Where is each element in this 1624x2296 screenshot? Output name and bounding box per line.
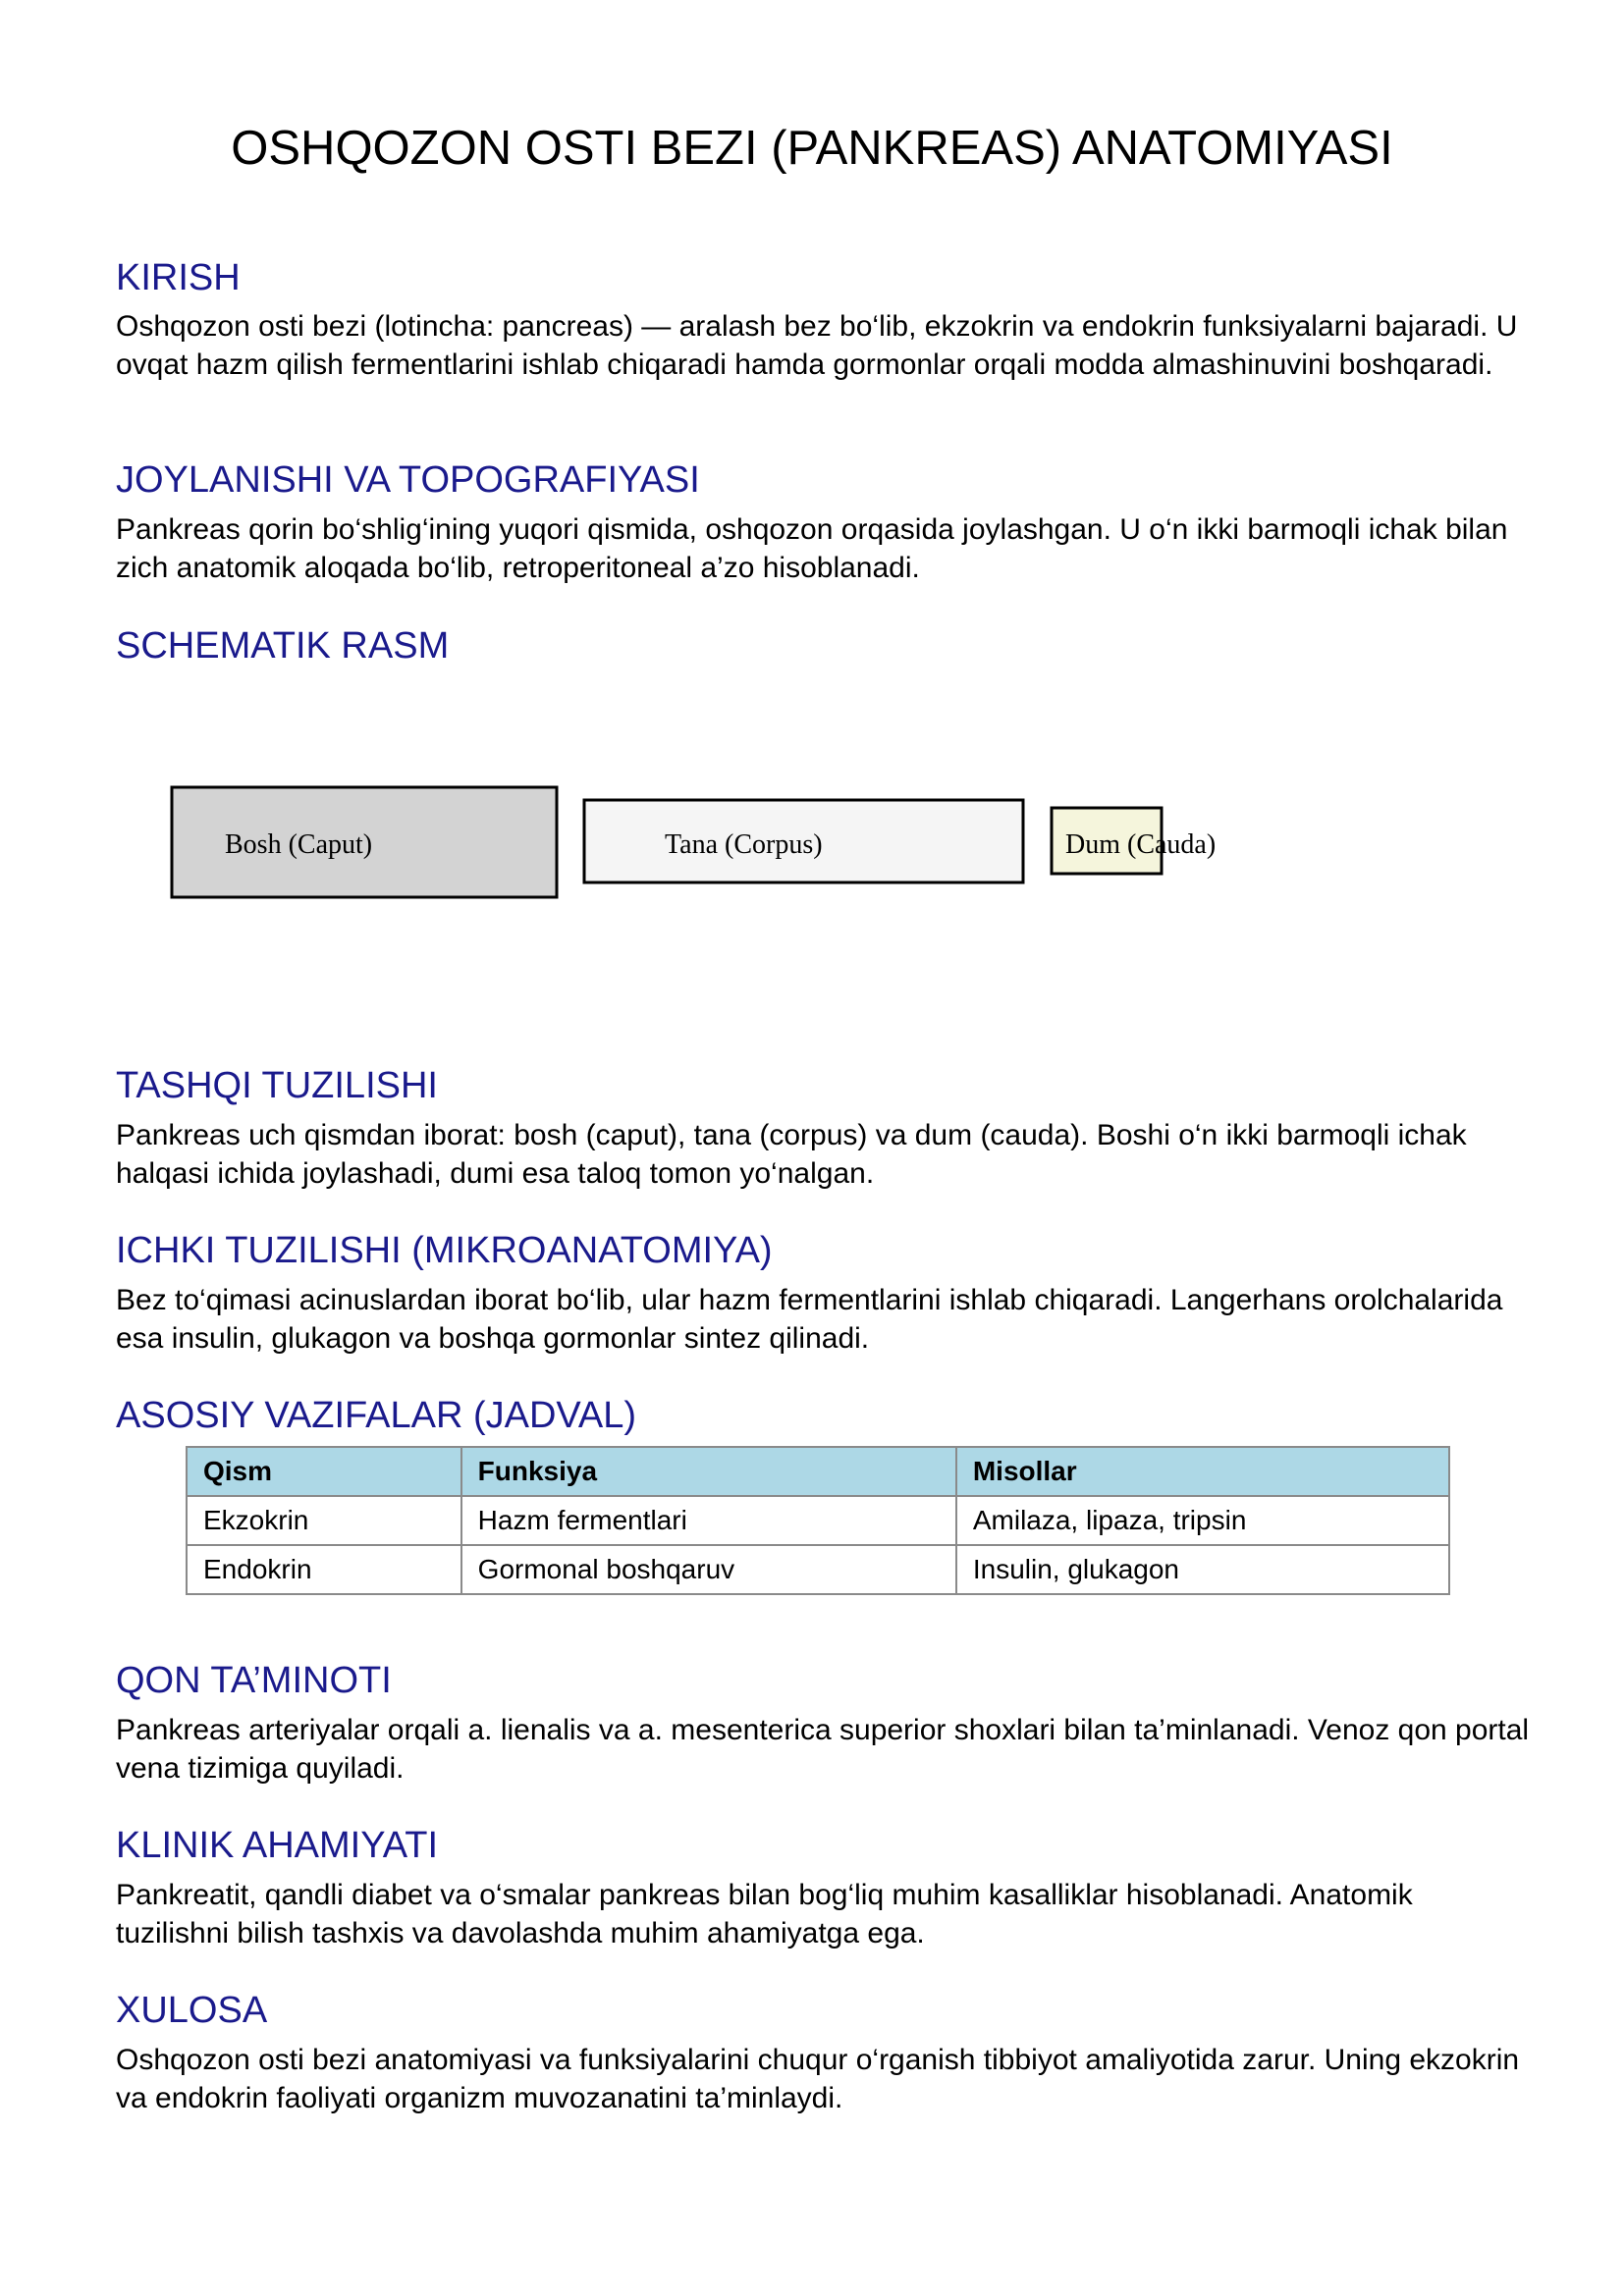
- heading-joylanishi: JOYLANISHI VA TOPOGRAFIYASI: [116, 459, 700, 501]
- document-title: OSHQOZON OSTI BEZI (PANKREAS) ANATOMIYASI: [231, 122, 1393, 175]
- table-header-cell: Qism: [187, 1447, 461, 1496]
- pancreas-schematic-diagram: [0, 766, 1624, 923]
- functions-table: [186, 1446, 1450, 1595]
- heading-kirish: KIRISH: [116, 257, 241, 298]
- table-cell: Ekzokrin: [187, 1496, 461, 1545]
- table-header-row: [187, 1447, 1449, 1496]
- table-cell: Insulin, glukagon: [956, 1545, 1449, 1594]
- heading-ichki: ICHKI TUZILISHI (MIKROANATOMIYA): [116, 1230, 773, 1271]
- part-cauda-label: Dum (Cauda): [1065, 829, 1217, 860]
- part-cauda: [1052, 808, 1216, 874]
- heading-tashqi: TASHQI TUZILISHI: [116, 1065, 438, 1106]
- table-cell: Amilaza, lipaza, tripsin: [956, 1496, 1449, 1545]
- paragraph-tashqi: Pankreas uch qismdan iborat: bosh (caput), tana (corpus) va dum (cauda). Boshi o‘n ikki barmoqli ichak halqasi ichida joylashadi, dumi esa taloq tomon yo‘nalgan.: [116, 1119, 1467, 1190]
- part-corpus-label: Tana (Corpus): [665, 829, 823, 860]
- part-corpus: [584, 800, 1023, 882]
- heading-schematik: SCHEMATIK RASM: [116, 625, 450, 667]
- table-cell: Hazm fermentlari: [461, 1496, 956, 1545]
- paragraph-kirish: Oshqozon osti bezi (lotincha: pancreas) — aralash bez bo‘lib, ekzokrin va endokrin funksiyalarni bajaradi. U ovqat hazm qilish fermentlarini ishlab chiqaradi hamda gormonlar orqali modda almashinuvini boshqaradi.: [116, 310, 1518, 381]
- heading-qon: QON TA’MINOTI: [116, 1660, 392, 1701]
- table-row: [187, 1496, 1449, 1545]
- paragraph-xulosa: Oshqozon osti bezi anatomiyasi va funksiyalarini chuqur o‘rganish tibbiyot amaliyotida zarur. Uning ekzokrin va endokrin faoliyati organizm muvozanatini ta’minlaydi.: [116, 2044, 1520, 2114]
- table-cell: Endokrin: [187, 1545, 461, 1594]
- paragraph-ichki: Bez to‘qimasi acinuslardan iborat bo‘lib, ular hazm fermentlarini ishlab chiqaradi. Langerhans orolchalarida esa insulin, glukagon va boshqa gormonlar sintez qilinadi.: [116, 1284, 1503, 1355]
- part-caput-label: Bosh (Caput): [225, 829, 373, 860]
- part-caput: [172, 787, 557, 897]
- heading-xulosa: XULOSA: [116, 1990, 268, 2031]
- paragraph-qon: Pankreas arteriyalar orqali a. lienalis va a. mesenterica superior shoxlari bilan ta’minlanadi. Venoz qon portal vena tizimiga quyiladi.: [116, 1714, 1530, 1785]
- heading-klinik: KLINIK AHAMIYATI: [116, 1825, 439, 1866]
- table-header-cell: Misollar: [956, 1447, 1449, 1496]
- table-row: [187, 1545, 1449, 1594]
- heading-vazifalar: ASOSIY VAZIFALAR (JADVAL): [116, 1395, 637, 1436]
- table-cell: Gormonal boshqaruv: [461, 1545, 956, 1594]
- paragraph-klinik: Pankreatit, qandli diabet va o‘smalar pankreas bilan bog‘liq muhim kasalliklar hisoblanadi. Anatomik tuzilishni bilish tashxis va davolashda muhim ahamiyatga ega.: [116, 1879, 1413, 1949]
- table-header-cell: Funksiya: [461, 1447, 956, 1496]
- paragraph-joylanishi: Pankreas qorin bo‘shlig‘ining yuqori qismida, oshqozon orqasida joylashgan. U o‘n ikki barmoqli ichak bilan zich anatomik aloqada bo‘lib, retroperitoneal a’zo hisoblanadi.: [116, 513, 1508, 584]
